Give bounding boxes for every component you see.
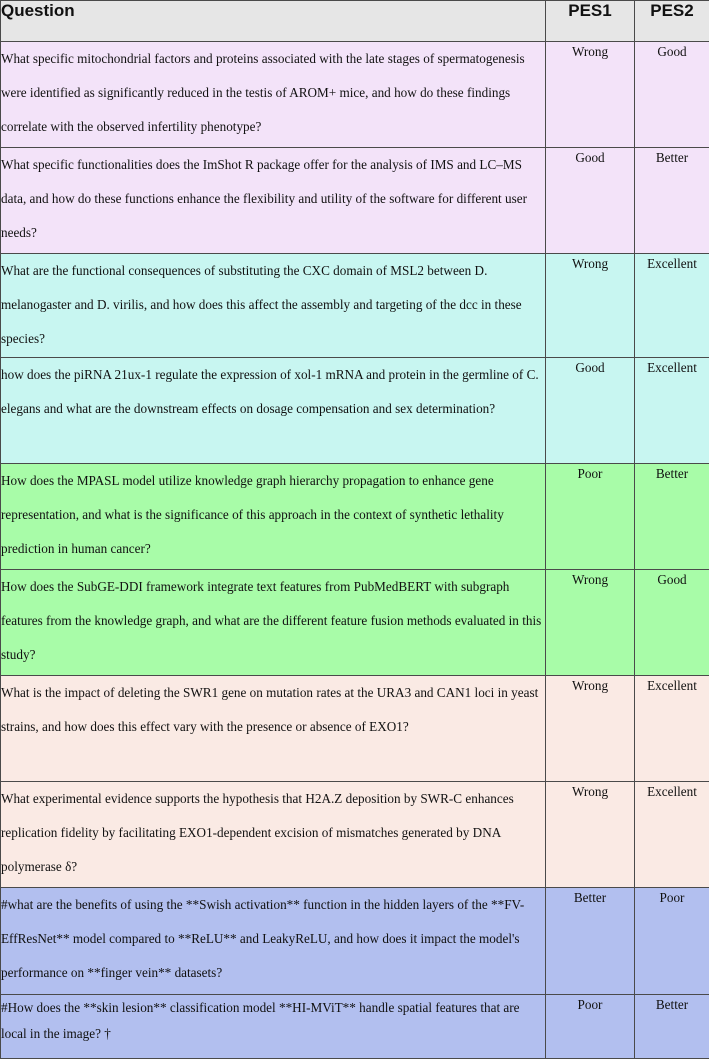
- pes1-rating: Poor: [546, 464, 635, 570]
- pes2-rating: Excellent: [635, 358, 709, 464]
- pes1-rating: Wrong: [546, 570, 635, 676]
- question-cell: What specific functionalities does the ImShot R package offer for the analysis of IMS and LC–MS data, and how do these functions enhance the flexibility and utility of the software for different user needs?: [1, 148, 546, 254]
- pes2-rating: Better: [635, 148, 709, 254]
- pes1-rating: Good: [546, 148, 635, 254]
- table-row: [1, 570, 709, 676]
- question-cell: #what are the benefits of using the **Swish activation** function in the hidden layers of the **FV-EffResNet** model compared to **ReLU** and LeakyReLU, and how does it impact the model's performance on **finger vein** datasets?: [1, 888, 546, 995]
- header-pes1: PES1: [546, 1, 635, 42]
- pes1-rating: Wrong: [546, 254, 635, 358]
- table-row: [1, 888, 709, 995]
- table-row: [1, 148, 709, 254]
- question-cell: How does the MPASL model utilize knowledge graph hierarchy propagation to enhance gene representation, and what is the significance of this approach in the context of synthetic lethality prediction in human cancer?: [1, 464, 546, 570]
- table-row: [1, 358, 709, 464]
- pes2-rating: Excellent: [635, 676, 709, 782]
- header-row: [1, 1, 709, 42]
- pes2-rating: Good: [635, 570, 709, 676]
- pes1-rating: Better: [546, 888, 635, 995]
- header-question: Question: [1, 1, 546, 42]
- pes2-rating: Better: [635, 464, 709, 570]
- question-cell: What experimental evidence supports the hypothesis that H2A.Z deposition by SWR-C enhances replication fidelity by facilitating EXO1-dependent excision of mismatches generated by DNA polymerase δ?: [1, 782, 546, 888]
- table-row: [1, 464, 709, 570]
- question-cell: how does the piRNA 21ux-1 regulate the expression of xol-1 mRNA and protein in the germline of C. elegans and what are the downstream effects on dosage compensation and sex determination?: [1, 358, 546, 464]
- pes1-rating: Wrong: [546, 782, 635, 888]
- pes1-rating: Wrong: [546, 676, 635, 782]
- pes2-rating: Excellent: [635, 254, 709, 358]
- table-row: [1, 782, 709, 888]
- pes2-rating: Good: [635, 42, 709, 148]
- table-row: [1, 995, 709, 1059]
- pes1-rating: Good: [546, 358, 635, 464]
- pes1-rating: Wrong: [546, 42, 635, 148]
- pes2-rating: Better: [635, 995, 709, 1059]
- question-cell: How does the SubGE-DDI framework integrate text features from PubMedBERT with subgraph features from the knowledge graph, and what are the different feature fusion methods evaluated in this study?: [1, 570, 546, 676]
- table-row: [1, 254, 709, 358]
- question-cell: #How does the **skin lesion** classification model **HI-MViT** handle spatial features that are local in the image? †: [1, 995, 546, 1059]
- pes1-rating: Poor: [546, 995, 635, 1059]
- question-cell: What specific mitochondrial factors and proteins associated with the late stages of spermatogenesis were identified as significantly reduced in the testis of AROM+ mice, and how do these findings correlate with the observed infertility phenotype?: [1, 42, 546, 148]
- question-cell: What are the functional consequences of substituting the CXC domain of MSL2 between D. melanogaster and D. virilis, and how does this affect the assembly and targeting of the dcc in these species?: [1, 254, 546, 358]
- table-row: [1, 42, 709, 148]
- table-row: [1, 676, 709, 782]
- question-cell: What is the impact of deleting the SWR1 gene on mutation rates at the URA3 and CAN1 loci in yeast strains, and how does this effect vary with the presence or absence of EXO1?: [1, 676, 546, 782]
- header-pes2: PES2: [635, 1, 709, 42]
- pes2-rating: Excellent: [635, 782, 709, 888]
- pes2-rating: Poor: [635, 888, 709, 995]
